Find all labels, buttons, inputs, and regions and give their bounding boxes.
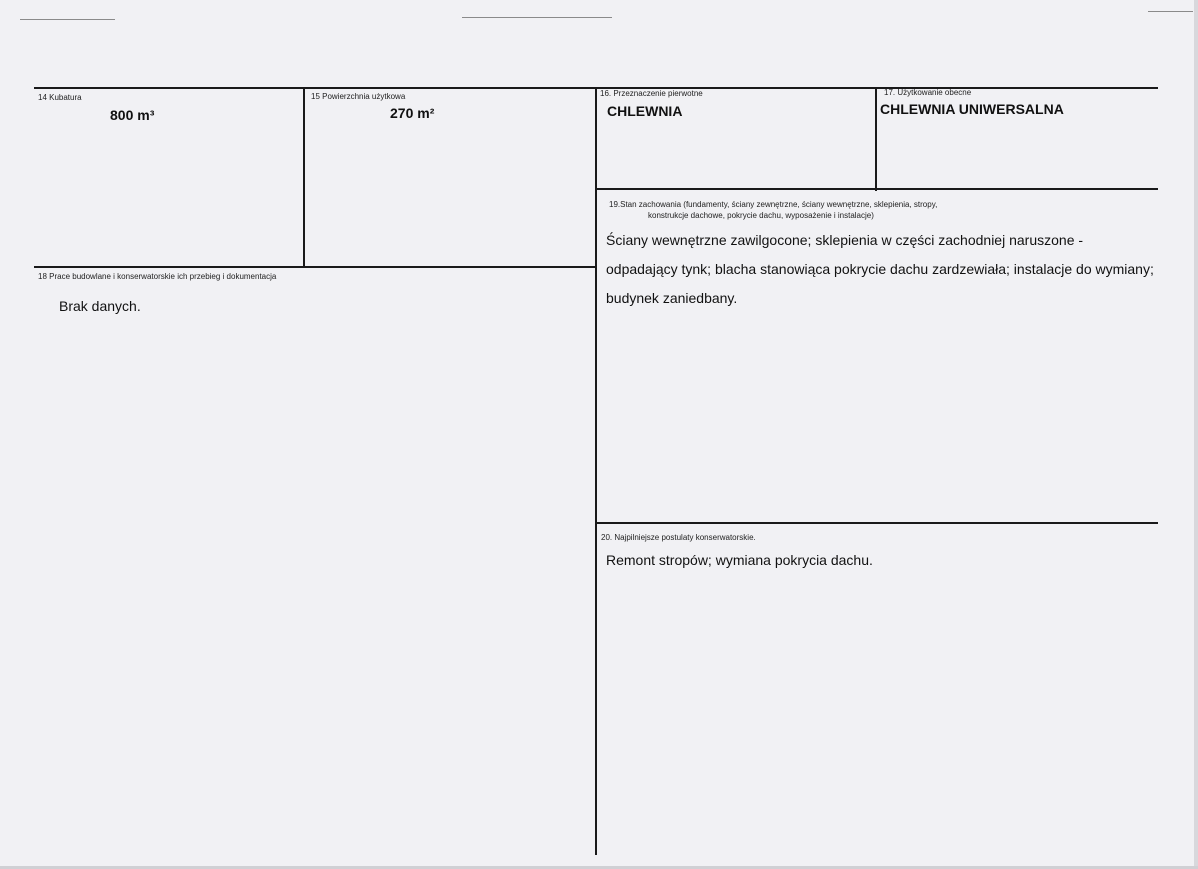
field-20-label: 20. Najpilniejsze postulaty konserwatorskie. (601, 533, 756, 542)
field-14-value: 800 m³ (110, 107, 155, 123)
row1-right-bottom-border (595, 188, 1158, 190)
divider-16-17 (875, 87, 877, 191)
field-17-value: CHLEWNIA UNIWERSALNA (880, 101, 1064, 117)
row1-left-bottom-border (34, 266, 597, 268)
field-19-line-1: Ściany wewnętrzne zawilgocone; sklepienia w części zachodniej naruszone - (606, 232, 1084, 248)
scan-edge-right (1194, 0, 1198, 869)
field-16-value: CHLEWNIA (607, 103, 683, 119)
divider-14-15 (303, 87, 305, 268)
field-19-description (606, 226, 1166, 313)
field-20-value: Remont stropów; wymiana pokrycia dachu. (606, 552, 873, 568)
field-16-label: 16. Przeznaczenie pierwotne (600, 89, 703, 98)
field-19-label-line1: 19.Stan zachowania (fundamenty, ściany zewnętrzne, ściany wewnętrzne, sklepienia, stropy, (609, 200, 938, 209)
field-18-value: Brak danych. (59, 298, 141, 314)
field-15-label: 15 Powierzchnia użytkowa (311, 92, 406, 101)
field-18-label: 18 Prace budowlane i konserwatorskie ich przebieg i dokumentacja (38, 272, 277, 281)
top-faint-line-right (1148, 11, 1193, 12)
top-faint-line-mid (462, 17, 612, 18)
divider-15-16 (595, 87, 597, 855)
field-14-label: 14 Kubatura (38, 93, 82, 102)
field-19-line-2: odpadający tynk; blacha stanowiąca pokrycie dachu zardzewiała; instalacje do wymiany; (606, 261, 1154, 277)
field-15-value: 270 m² (390, 105, 435, 121)
section-20-top-border (595, 522, 1158, 524)
field-19-label-line2: konstrukcje dachowe, pokrycie dachu, wyposażenie i instalacje) (648, 211, 874, 220)
field-17-label: 17. Użytkowanie obecne (884, 88, 972, 97)
top-faint-line-left (20, 19, 115, 20)
field-19-line-3: budynek zaniedbany. (606, 290, 738, 306)
